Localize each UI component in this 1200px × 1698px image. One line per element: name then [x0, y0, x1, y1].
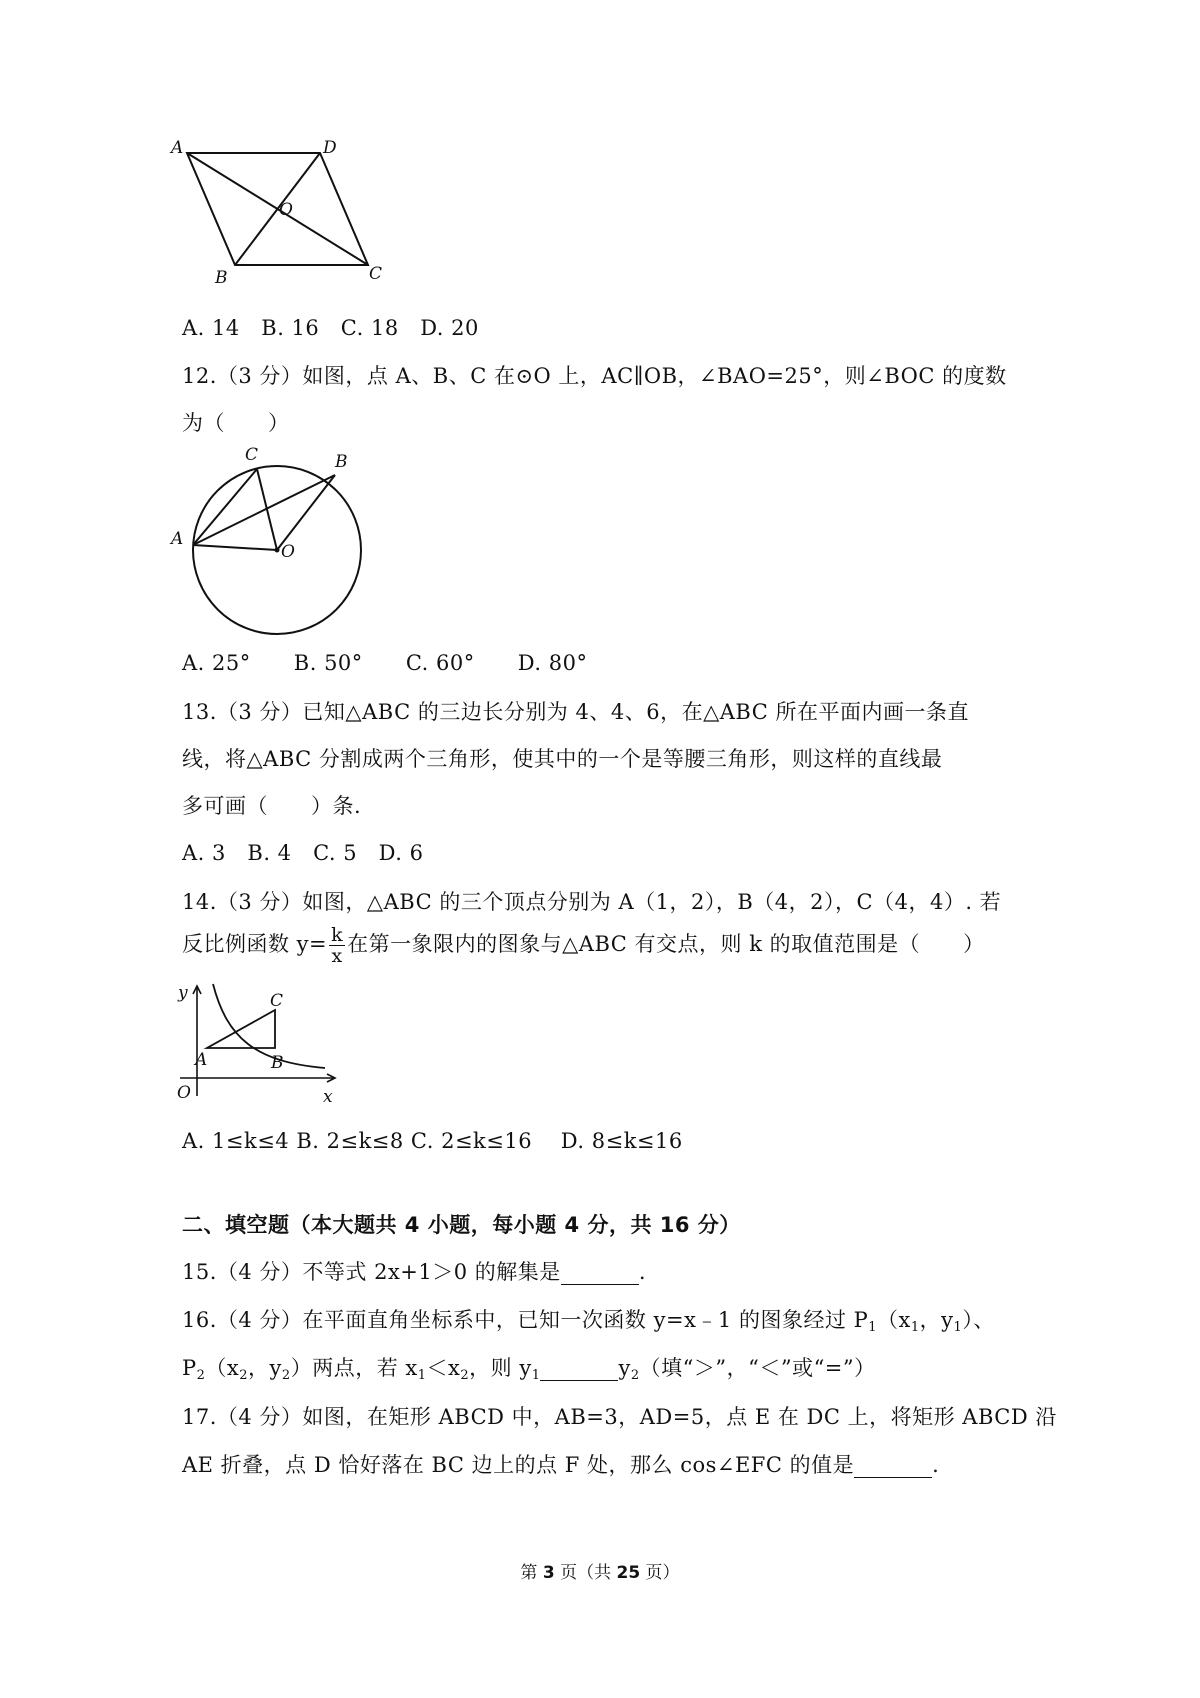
- parallelogram-figure: [171, 138, 405, 295]
- q12-stem-line2: 为（ ）: [182, 411, 290, 435]
- footer-text: 页）: [640, 1563, 680, 1583]
- q13-stem-line2: 线，将△ABC 分割成两个三角形，使其中的一个是等腰三角形，则这样的直线最: [182, 747, 943, 771]
- q13-options: A. 3 B. 4 C. 5 D. 6: [182, 841, 424, 865]
- q14-options: A. 1≤k≤4 B. 2≤k≤8 C. 2≤k≤16 D. 8≤k≤16: [182, 1129, 683, 1153]
- subscript: 1: [953, 1320, 963, 1335]
- subscript: 1: [910, 1320, 920, 1335]
- q12-options: A. 25° B. 50° C. 60° D. 80°: [182, 651, 588, 675]
- label-o: O: [279, 200, 293, 220]
- q16-text: 16.（4 分）在平面直角坐标系中，已知一次函数 y=x﹣1 的图象经过 P: [182, 1308, 869, 1332]
- label-a: A: [171, 138, 184, 158]
- q17-text-pre: AE 折叠，点 D 恰好落在 BC 边上的点 F 处，那么 cos∠EFC 的值是: [182, 1453, 855, 1477]
- q16-text: ＜x: [426, 1356, 461, 1380]
- label-o: O: [281, 542, 295, 562]
- q15-text-post: .: [638, 1260, 646, 1284]
- footer-text: 第: [520, 1563, 543, 1583]
- hyperbola-figure: [175, 978, 345, 1108]
- subscript: 2: [196, 1368, 206, 1383]
- q14-text-post: 在第一象限内的图象与△ABC 有交点，则 k 的取值范围是（ ）: [347, 932, 985, 956]
- label-a: A: [171, 529, 184, 549]
- subscript: 1: [531, 1368, 541, 1383]
- q14-stem-line2: [182, 924, 985, 966]
- q12-stem-line1: 12.（3 分）如图，点 A、B、C 在⊙O 上，AC∥OB，∠BAO=25°，则∠BOC 的度数: [182, 364, 1007, 388]
- page-number: 3: [542, 1563, 555, 1583]
- q13-stem-line1: 13.（3 分）已知△ABC 的三边长分别为 4、4、6，在△ABC 所在平面内画一条直: [182, 700, 969, 724]
- q11-options: A. 14 B. 16 C. 18 D. 20: [182, 316, 479, 340]
- q16-text: ）、: [962, 1308, 995, 1332]
- subscript: 2: [460, 1368, 470, 1383]
- answer-blank: [854, 1455, 932, 1478]
- q17-stem-line1: 17.（4 分）如图，在矩形 ABCD 中，AB=3，AD=5，点 E 在 DC 上，将矩形 ABCD 沿: [182, 1405, 1057, 1429]
- q16-text: P: [182, 1356, 197, 1380]
- q13-stem-line3: 多可画（ ）条.: [182, 794, 362, 818]
- subscript: 1: [868, 1320, 878, 1335]
- q16-text: （填“＞”，“＜”或“=”）: [639, 1356, 876, 1380]
- q16-text: y: [618, 1356, 631, 1380]
- q16-stem-line2: [182, 1353, 876, 1391]
- q16-text: ）两点，若 x: [290, 1356, 418, 1380]
- fraction-denominator: x: [331, 945, 343, 967]
- label-c: C: [369, 264, 383, 284]
- page-footer: [0, 1558, 1200, 1583]
- q16-text: ，y: [919, 1308, 954, 1332]
- label-c: C: [245, 445, 259, 465]
- q16-text: ，则 y: [469, 1356, 532, 1380]
- footer-text: 页（共: [554, 1563, 617, 1583]
- label-b: B: [271, 1053, 284, 1073]
- fraction-k-over-x: [329, 925, 345, 966]
- q17-text-post: .: [932, 1453, 940, 1477]
- q16-stem-line1: [182, 1305, 995, 1343]
- label-y: y: [178, 983, 188, 1003]
- answer-blank: [540, 1358, 618, 1381]
- label-c: C: [270, 991, 284, 1011]
- q16-text: （x: [205, 1356, 240, 1380]
- q14-text-pre: 反比例函数 y=: [182, 932, 328, 956]
- section-heading: 二、填空题（本大题共 4 小题，每小题 4 分，共 16 分）: [182, 1213, 741, 1237]
- subscript: 2: [281, 1368, 291, 1383]
- subscript: 2: [630, 1368, 640, 1383]
- q15-text-pre: 15.（4 分）不等式 2x+1＞0 的解集是: [182, 1260, 561, 1284]
- q16-text: （x: [877, 1308, 911, 1332]
- label-d: D: [323, 138, 337, 158]
- label-b: B: [335, 452, 348, 472]
- subscript: 2: [239, 1368, 249, 1383]
- circle-figure: [171, 442, 395, 642]
- label-a: A: [195, 1050, 208, 1070]
- label-o: O: [177, 1083, 191, 1103]
- fraction-numerator: k: [331, 924, 344, 946]
- label-x: x: [323, 1087, 333, 1107]
- answer-blank: [561, 1262, 639, 1285]
- q16-text: ，y: [248, 1356, 282, 1380]
- q15-stem: [182, 1257, 646, 1287]
- label-b: B: [215, 268, 228, 288]
- q14-stem-line1: 14.（3 分）如图，△ABC 的三个顶点分别为 A（1，2），B（4，2），C（4，4）. 若: [182, 890, 1002, 914]
- q17-stem-line2: [182, 1450, 939, 1480]
- subscript: 1: [417, 1368, 427, 1383]
- total-pages: 25: [616, 1563, 641, 1583]
